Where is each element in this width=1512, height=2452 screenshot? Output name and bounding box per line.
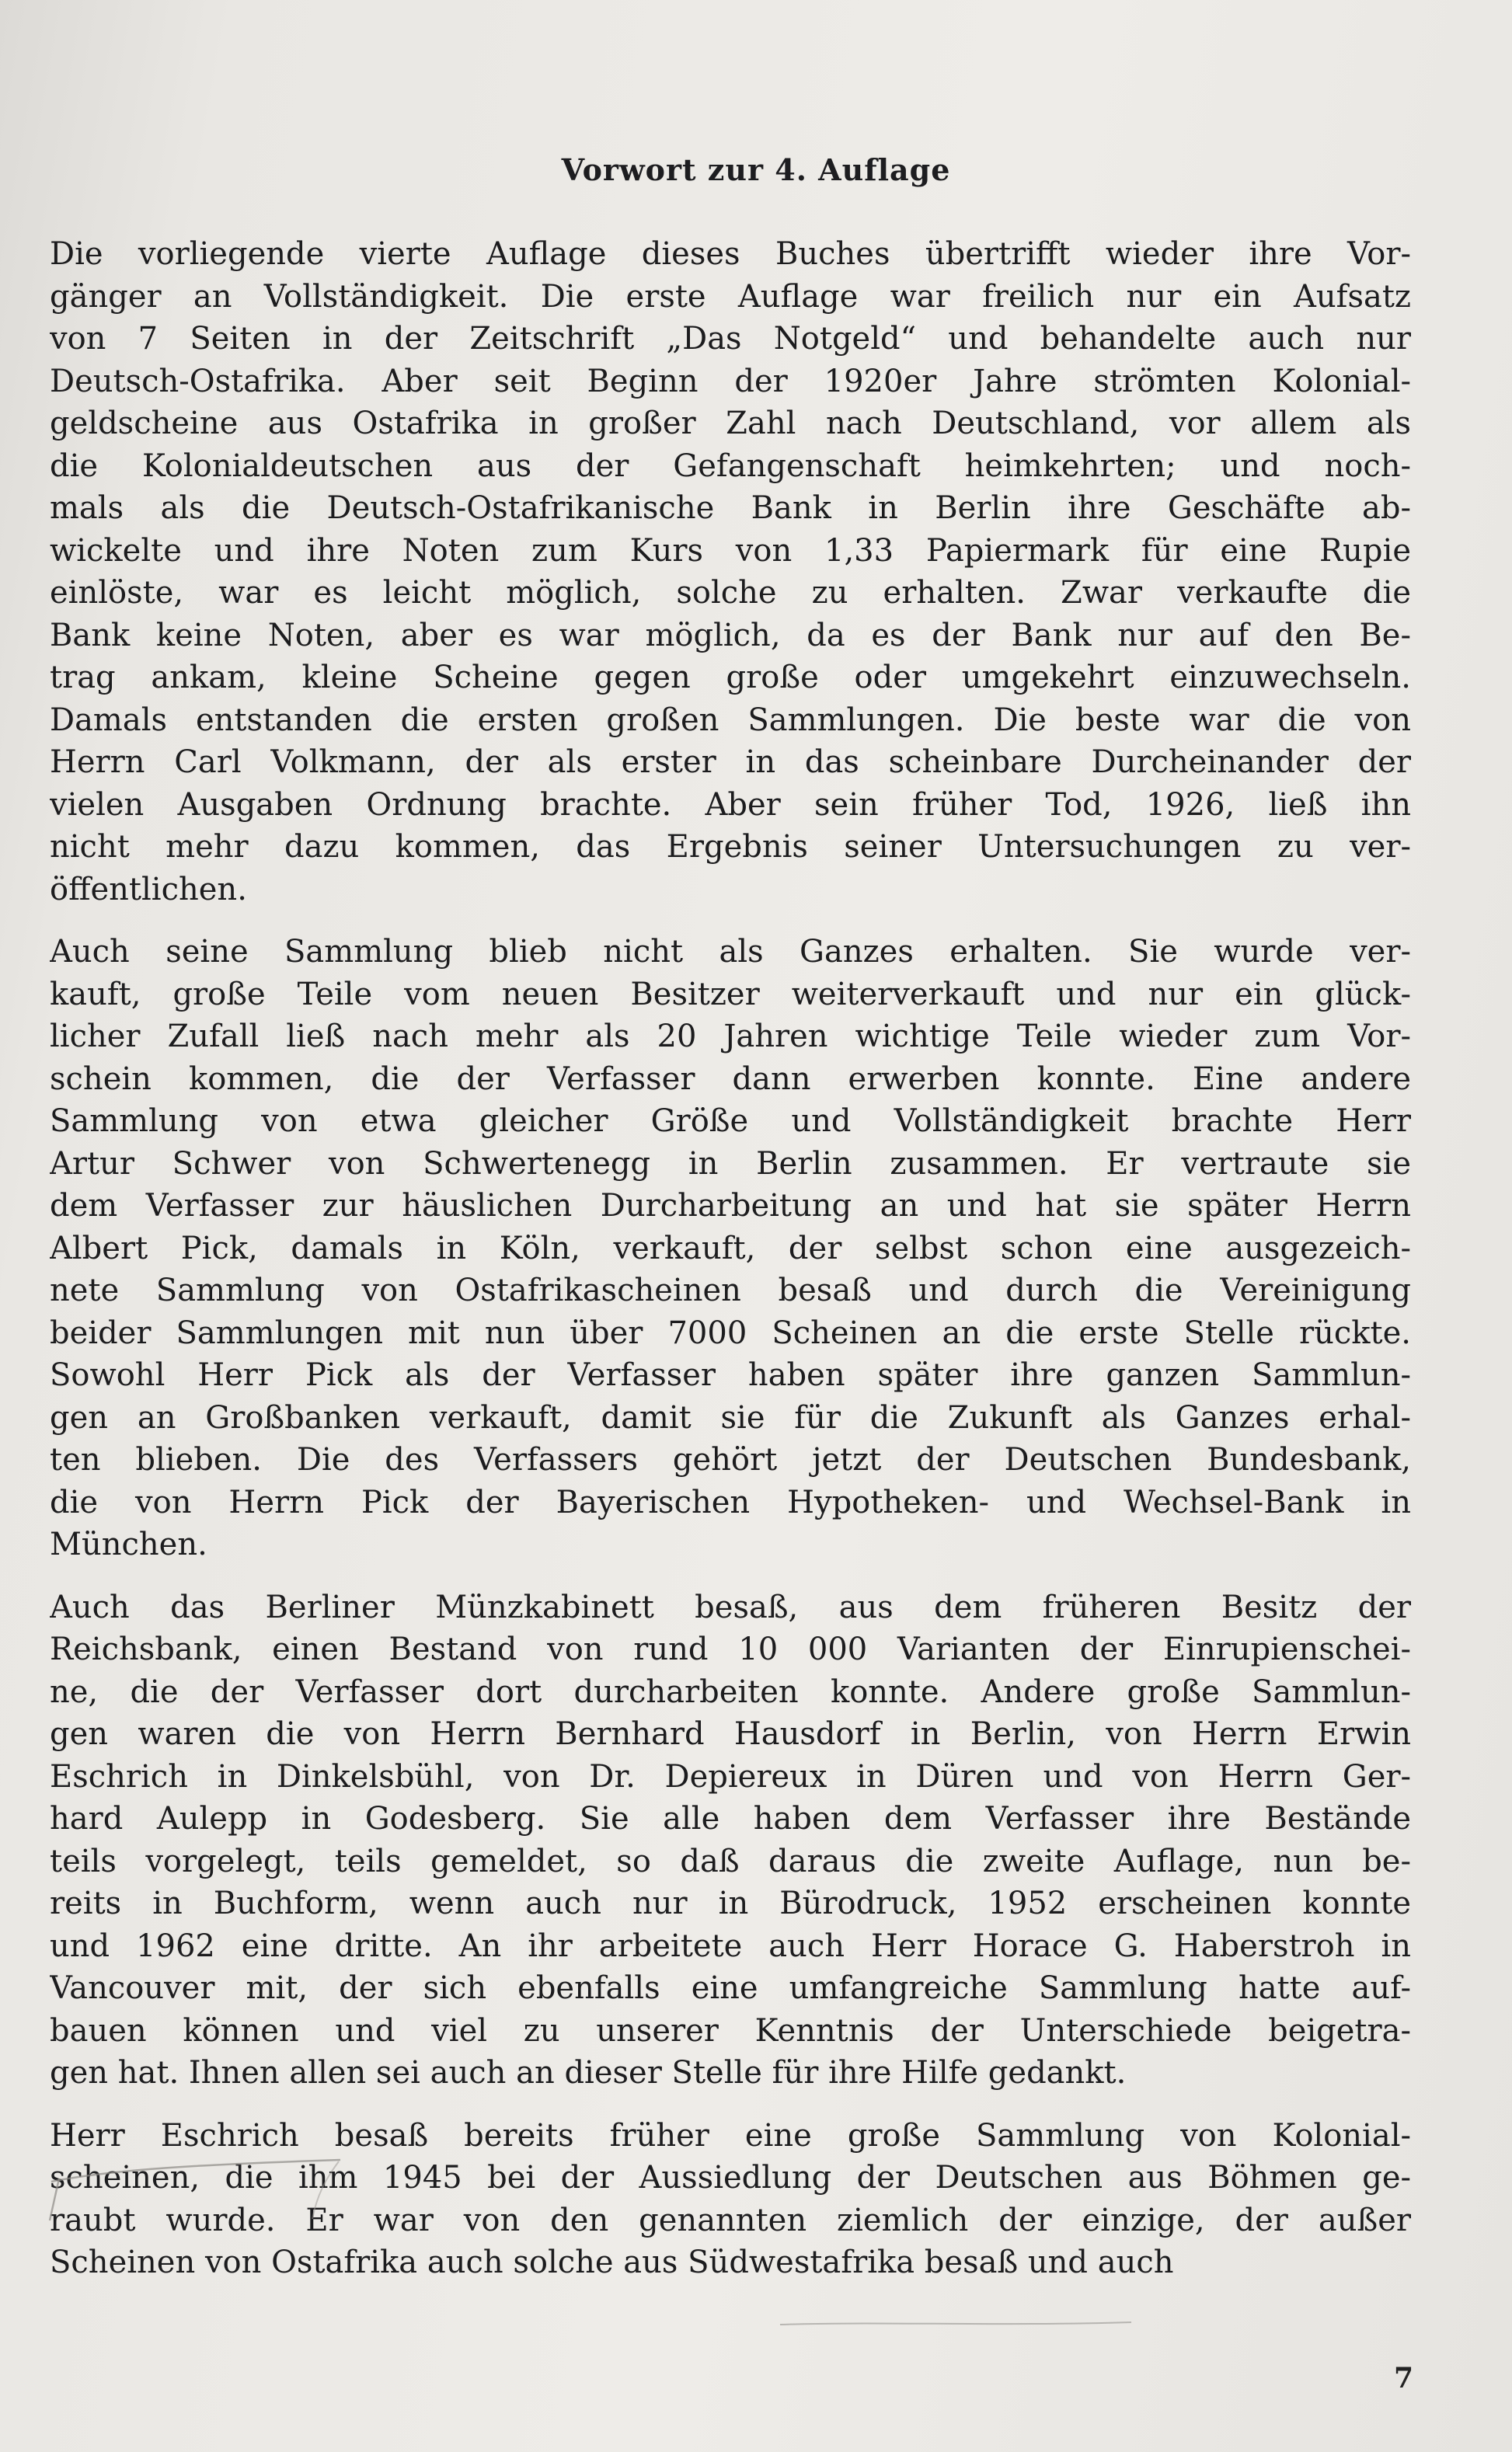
page-title: Vorwort zur 4. Auflage bbox=[561, 152, 951, 187]
text-line: teils vorgelegt, teils gemeldet, so daß daraus die zweite Auflage, nun be- bbox=[50, 1843, 1411, 1879]
text-line: öffentlichen. bbox=[50, 871, 247, 907]
text-line: Damals entstanden die ersten großen Sammlungen. Die beste war die von bbox=[50, 702, 1411, 738]
text-line: Auch seine Sammlung blieb nicht als Ganzes erhalten. Sie wurde ver- bbox=[50, 934, 1411, 970]
text-line: licher Zufall ließ nach mehr als 20 Jahren wichtige Teile wieder zum Vor- bbox=[50, 1019, 1411, 1054]
paragraph bbox=[50, 2115, 1411, 2284]
text-line: Reichsbank, einen Bestand von rund 10 000 Varianten der Einrupienschei- bbox=[50, 1632, 1411, 1667]
text-line: Auch das Berliner Münzkabinett besaß, aus dem früheren Besitz der bbox=[50, 1589, 1411, 1625]
text-line: nete Sammlung von Ostafrikascheinen besaß und durch die Vereinigung bbox=[50, 1273, 1411, 1308]
page-number: 7 bbox=[1394, 2362, 1414, 2395]
text-line: raubt wurde. Er war von den genannten ziemlich der einzige, der außer bbox=[50, 2202, 1411, 2238]
text-line: Vancouver mit, der sich ebenfalls eine umfangreiche Sammlung hatte auf- bbox=[50, 1970, 1411, 2006]
text-line: Die vorliegende vierte Auflage dieses Buches übertrifft wieder ihre Vor- bbox=[50, 236, 1411, 272]
text-line: nicht mehr dazu kommen, das Ergebnis seiner Untersuchungen zu ver- bbox=[50, 829, 1411, 865]
text-line: München. bbox=[50, 1527, 207, 1562]
text-line: die Kolonialdeutschen aus der Gefangenschaft heimkehrten; und noch- bbox=[50, 448, 1411, 484]
text-line: geldscheine aus Ostafrika in großer Zahl nach Deutschland, vor allem als bbox=[50, 406, 1411, 441]
text-line: Albert Pick, damals in Köln, verkauft, der selbst schon eine ausgezeich- bbox=[50, 1230, 1411, 1266]
text-line: Bank keine Noten, aber es war möglich, da es der Bank nur auf den Be- bbox=[50, 617, 1411, 653]
paragraph bbox=[50, 1586, 1411, 2095]
text-line: Artur Schwer von Schwertenegg in Berlin zusammen. Er vertraute sie bbox=[50, 1145, 1411, 1182]
text-line: Sowohl Herr Pick als der Verfasser haben später ihre ganzen Sammlun- bbox=[50, 1357, 1411, 1393]
text-line: mals als die Deutsch-Ostafrikanische Bank in Berlin ihre Geschäfte ab- bbox=[50, 490, 1411, 526]
text-line: Eschrich in Dinkelsbühl, von Dr. Depiereux in Düren und von Herrn Ger- bbox=[50, 1758, 1411, 1795]
text-line: wickelte und ihre Noten zum Kurs von 1,33 Papiermark für eine Rupie bbox=[50, 532, 1411, 569]
text-line: Deutsch-Ostafrika. Aber seit Beginn der 1920er Jahre strömten Kolonial- bbox=[50, 363, 1411, 399]
body-text bbox=[50, 233, 1411, 2304]
text-line: reits in Buchform, wenn auch nur in Bürodruck, 1952 erscheinen konnte bbox=[50, 1886, 1411, 1921]
text-line: vielen Ausgaben Ordnung brachte. Aber sein früher Tod, 1926, ließ ihn bbox=[50, 786, 1411, 823]
text-line: die von Herrn Pick der Bayerischen Hypotheken- und Wechsel-Bank in bbox=[50, 1484, 1411, 1520]
text-line: und 1962 eine dritte. An ihr arbeitete auch Herr Horace G. Haberstroh in bbox=[50, 1928, 1411, 1964]
text-line: ne, die der Verfasser dort durcharbeiten konnte. Andere große Sammlun- bbox=[50, 1674, 1411, 1710]
text-line: dem Verfasser zur häuslichen Durcharbeitung an und hat sie später Herrn bbox=[50, 1188, 1411, 1224]
text-line: beider Sammlungen mit nun über 7000 Scheinen an die erste Stelle rückte. bbox=[50, 1315, 1411, 1351]
text-line: einlöste, war es leicht möglich, solche zu erhalten. Zwar verkaufte die bbox=[50, 575, 1411, 611]
text-line: trag ankam, kleine Scheine gegen große oder umgekehrt einzuwechseln. bbox=[50, 660, 1411, 695]
paragraph bbox=[50, 233, 1411, 911]
pencil-underline-mark bbox=[777, 2315, 1134, 2331]
text-line: schein kommen, die der Verfasser dann erwerben konnte. Eine andere bbox=[50, 1061, 1411, 1097]
text-line: kauft, große Teile vom neuen Besitzer weiterverkauft und nur ein glück- bbox=[50, 976, 1411, 1012]
text-line: gen waren die von Herrn Bernhard Hausdorf in Berlin, von Herrn Erwin bbox=[50, 1716, 1411, 1752]
text-line: Scheinen von Ostafrika auch solche aus Südwestafrika besaß und auch bbox=[50, 2245, 1174, 2280]
text-line: gen an Großbanken verkauft, damit sie für die Zukunft als Ganzes erhal- bbox=[50, 1399, 1411, 1436]
text-line: Herrn Carl Volkmann, der als erster in das scheinbare Durcheinander der bbox=[50, 744, 1411, 780]
text-line: Sammlung von etwa gleicher Größe und Vollständigkeit brachte Herr bbox=[50, 1103, 1411, 1139]
paragraph bbox=[50, 931, 1411, 1566]
text-line: scheinen, die ihm 1945 bei der Aussiedlung der Deutschen aus Böhmen ge- bbox=[50, 2160, 1411, 2196]
text-line: hard Aulepp in Godesberg. Sie alle haben dem Verfasser ihre Bestände bbox=[50, 1801, 1411, 1837]
text-line: ten blieben. Die des Verfassers gehört jetzt der Deutschen Bundesbank, bbox=[50, 1442, 1411, 1478]
text-line: bauen können und viel zu unserer Kenntnis der Unterschiede beigetra- bbox=[50, 2012, 1411, 2049]
text-line: Herr Eschrich besaß bereits früher eine große Sammlung von Kolonial- bbox=[50, 2117, 1411, 2154]
text-line: gänger an Vollständigkeit. Die erste Auflage war freilich nur ein Aufsatz bbox=[50, 278, 1411, 315]
text-line: gen hat. Ihnen allen sei auch an dieser Stelle für ihre Hilfe gedankt. bbox=[50, 2055, 1127, 2091]
text-line: von 7 Seiten in der Zeitschrift „Das Notgeld“ und behandelte auch nur bbox=[50, 321, 1411, 357]
